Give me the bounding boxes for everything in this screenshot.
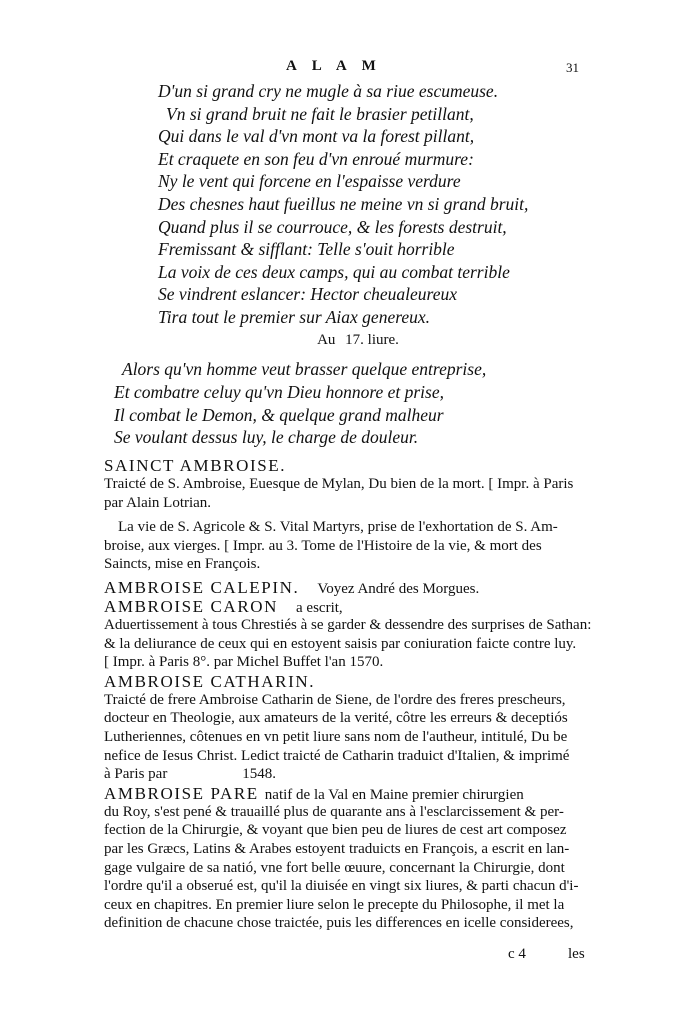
entry-ambroise-calepin [104, 578, 598, 597]
entry-ambroise-caron [104, 597, 598, 672]
running-head: A L A M [286, 58, 382, 74]
entry-paragraph [104, 475, 598, 512]
text-line: nefice de Iesus Christ. Ledict traicté de Catharin traduict d'Italien, & imprimé [104, 747, 570, 764]
text-line: du Roy, s'est pené & trauaillé plus de quarante ans à l'esclarcissement & per- [104, 803, 564, 820]
text-line: docteur en Theologie, aux amateurs de la verité, côtre les erreurs & deceptiós [104, 710, 568, 727]
verse-line: Fremissant & sifflant: Telle s'ouit horrible [158, 239, 455, 260]
text-line: broise, aux vierges. [ Impr. au 3. Tome de l'Histoire de la vie, & mort des [104, 537, 542, 554]
entry-heading-note: Voyez André des Morgues. [317, 580, 480, 597]
verse-line: Des chesnes haut fueillus ne meine vn si grand bruit, [158, 193, 529, 214]
entry-heading-name: AMBROISE PARE [104, 783, 259, 803]
verse-line: Se vindrent eslancer: Hector cheualeureux [158, 284, 458, 305]
text-line: & la deliurance de ceux qui en estoyent saisis par coniuration faicte contre luy. [104, 635, 577, 652]
entry-heading-name: SAINCT AMBROISE. [104, 456, 287, 475]
entry-heading-note: natif de la Val en Maine premier chirurgien [264, 786, 524, 803]
entry-paragraph [104, 616, 598, 672]
text-line: par Alain Lotrian. [104, 494, 212, 511]
text-line: Lutheriennes, côtenues en vn petit liure sans nom de l'autheur, intitulé, Du be [104, 728, 568, 745]
entry-heading-name: AMBROISE CALEPIN. [104, 577, 300, 597]
entry-paragraph [104, 691, 598, 784]
entry-heading-note: a escrit, [296, 599, 343, 616]
entry-heading [104, 578, 598, 597]
verse-line: Ny le vent qui forcene en l'espaisse verdure [158, 171, 461, 192]
verse-line: Vn si grand bruit ne fait le brasier petillant, [166, 103, 474, 124]
book-heading [0, 330, 696, 350]
verse-line: Alors qu'vn homme veut brasser quelque entreprise, [122, 359, 487, 379]
text-line: Aduertissement à tous Chrestiés à se garder & dessendre des surprises de Sathan: [104, 616, 592, 633]
prose-entries [104, 456, 598, 933]
text-line: l'ordre qu'il a obserué est, qu'il la diuisée en vingt six liures, & parti chacun d'i- [104, 878, 579, 895]
text-line: [ Impr. à Paris 8°. par Michel Buffet l'an 1570. [104, 654, 384, 671]
entry-heading [104, 456, 598, 475]
verse-line: Quand plus il se courrouce, & les forests destruit, [158, 216, 507, 237]
entry-heading [104, 597, 598, 616]
book-heading-value: 17. liure. [345, 332, 399, 348]
text-line: definition de chacune chose traictée, puis les differences en icelle considerees, [104, 915, 574, 932]
entry-heading-name: AMBROISE CARON [104, 596, 279, 616]
text-line: Traicté de S. Ambroise, Euesque de Mylan, Du bien de la mort. [ Impr. à Paris [104, 476, 574, 492]
page-number: 31 [566, 60, 579, 75]
entry-sainct-ambroise [104, 456, 598, 574]
verse-line: Tira tout le premier sur Aiax genereux. [158, 306, 431, 327]
verse-block-seventeenth [0, 358, 696, 449]
book-heading-label: Au [317, 332, 336, 348]
entry-ambroise-pare [104, 784, 598, 933]
entry-heading [104, 784, 598, 803]
entry-paragraph [104, 803, 598, 933]
verse-line: Et craquete en son feu d'vn enroué murmure: [158, 148, 474, 169]
catchword: les [568, 946, 585, 962]
verse-line: D'un si grand cry ne mugle à sa riue escumeuse. [158, 81, 499, 101]
verse-block-iliad [0, 80, 696, 329]
verse-line: Se voulant dessus luy, le charge de douleur. [114, 427, 419, 448]
page-footer [0, 946, 696, 966]
signature-mark: c 4 [508, 946, 526, 962]
entry-heading-name: AMBROISE CATHARIN. [104, 671, 316, 691]
verse-line: Et combatre celuy qu'vn Dieu honnore et prise, [114, 381, 444, 402]
text-line: Saincts, mise en François. [104, 556, 261, 573]
entry-paragraph [104, 518, 598, 574]
text-line: à Paris par 1548. [104, 766, 277, 783]
text-line: La vie de S. Agricole & S. Vital Martyrs, prise de l'exhortation de S. Am- [118, 519, 558, 536]
text-line: Traicté de frere Ambroise Catharin de Siene, de l'ordre des freres prescheurs, [104, 691, 566, 708]
verse-line: Il combat le Demon, & quelque grand malheur [114, 404, 444, 425]
text-line: fection de la Chirurgie, & voyant que bien peu de liures de cest art composez [104, 822, 567, 839]
verse-line: La voix de ces deux camps, qui au combat terrible [158, 261, 510, 282]
verse-line: Qui dans le val d'vn mont va la forest pillant, [158, 126, 475, 147]
text-line: ceux en chapitres. En premier liure selon le precepte du Philosophe, il met la [104, 896, 565, 913]
page-header [0, 58, 696, 82]
text-line: gage vulgaire de sa natió, vne fort belle œuure, concernant la Chirurgie, dont [104, 859, 565, 876]
text-line: par les Græcs, Latins & Arabes estoyent traduicts en François, a escrit en lan- [104, 840, 570, 857]
entry-ambroise-catharin [104, 672, 598, 784]
entry-heading [104, 672, 598, 691]
